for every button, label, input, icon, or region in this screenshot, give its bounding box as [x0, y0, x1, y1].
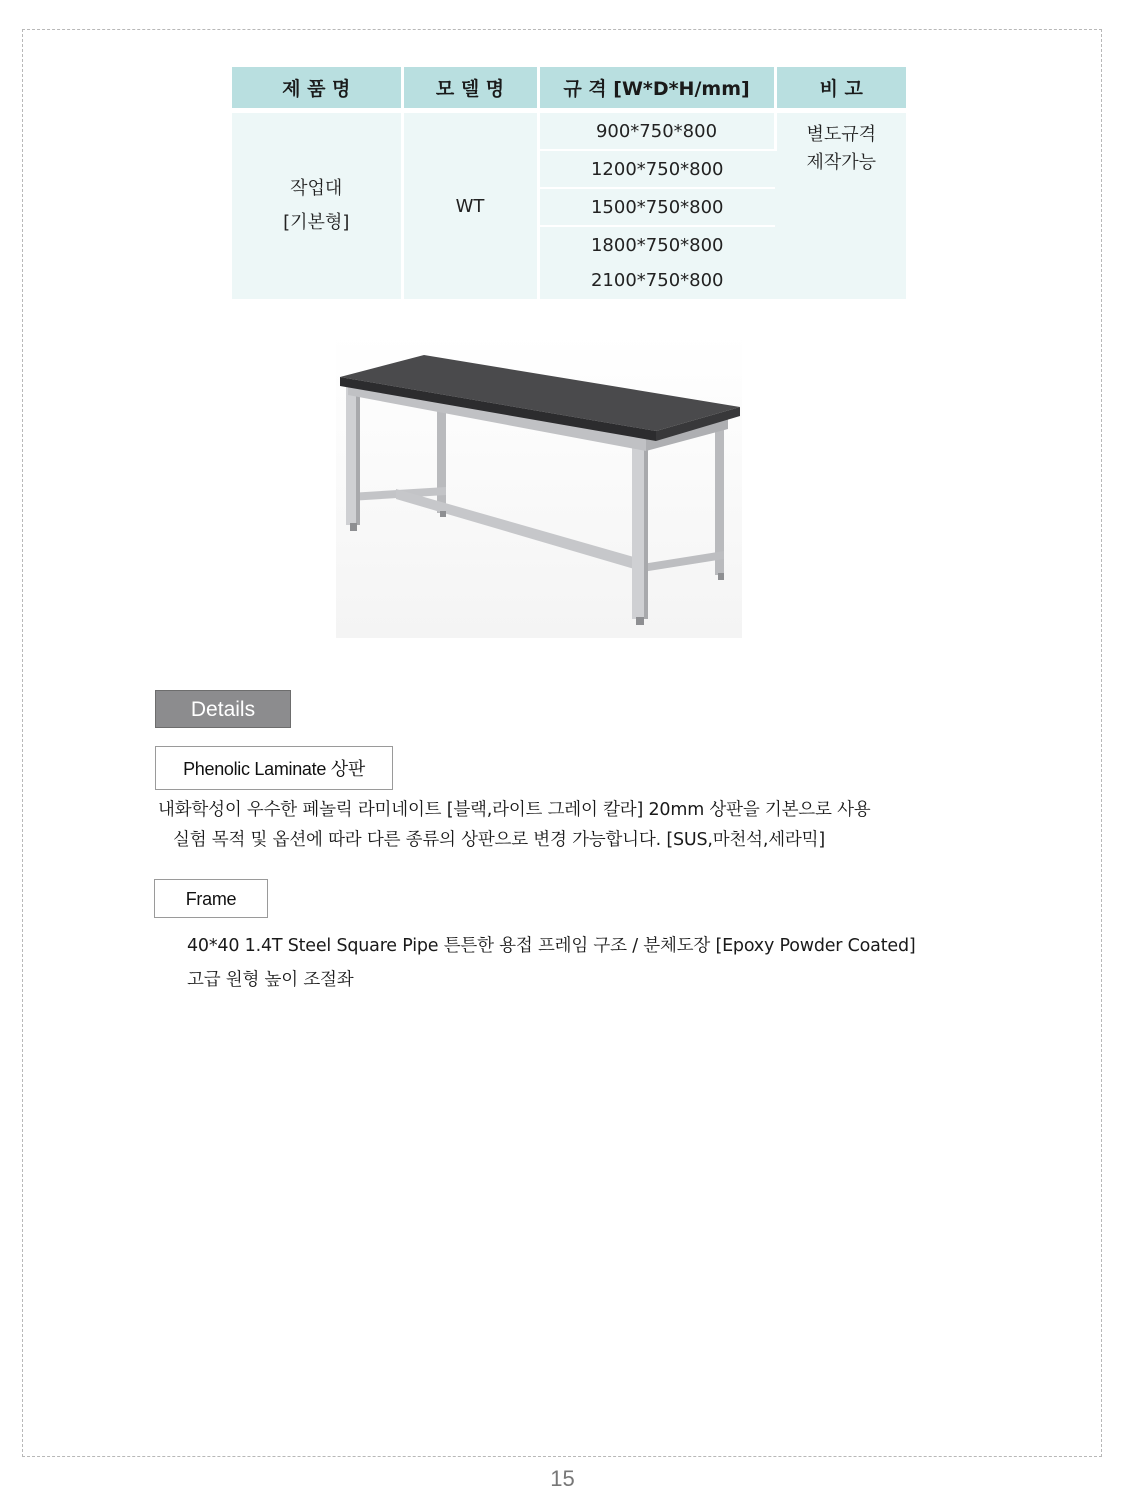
note-line1: 별도규격	[806, 124, 877, 145]
note-line2: 제작가능	[806, 152, 877, 173]
header-model-name: 모 델 명	[402, 67, 538, 111]
laminate-badge: Phenolic Laminate 상판	[155, 746, 393, 790]
laminate-description-line1: 내화학성이 우수한 페놀릭 라미네이트 [블랙,라이트 그레이 칼라] 20mm 상판을 기본으로 사용	[158, 800, 871, 820]
model-cell: WT	[402, 111, 538, 300]
note-cell	[775, 111, 906, 300]
table-header-row	[232, 67, 906, 111]
spec-table	[232, 67, 906, 299]
size-cell: 2100*750*800	[590, 270, 724, 291]
frame-badge: Frame	[154, 879, 268, 918]
product-type: [기본형]	[283, 212, 350, 233]
workbench-image	[336, 333, 742, 638]
frame-description-line2: 고급 원형 높이 조절좌	[187, 970, 354, 990]
size-cell-group	[538, 226, 775, 299]
frame-description-line1: 40*40 1.4T Steel Square Pipe 튼튼한 용접 프레임 구조 / 분체도장 [Epoxy Powder Coated]	[187, 936, 916, 956]
size-cell: 900*750*800	[538, 111, 775, 151]
product-name: 작업대	[290, 178, 343, 199]
page-number: 15	[550, 1466, 575, 1491]
table-row	[232, 111, 906, 151]
product-name-cell	[232, 111, 402, 300]
details-badge: Details	[155, 690, 291, 728]
header-product-name: 제 품 명	[232, 67, 402, 111]
laminate-description-line2: 실험 목적 및 옵션에 따라 다른 종류의 상판으로 변경 가능합니다. [SUS,마천석,세라믹]	[173, 830, 825, 850]
header-note: 비 고	[775, 67, 906, 111]
size-cell: 1800*750*800	[590, 235, 724, 256]
size-cell: 1500*750*800	[538, 188, 775, 226]
size-cell: 1200*750*800	[538, 150, 775, 188]
header-spec: 규 격 [W*D*H/mm]	[538, 67, 775, 111]
